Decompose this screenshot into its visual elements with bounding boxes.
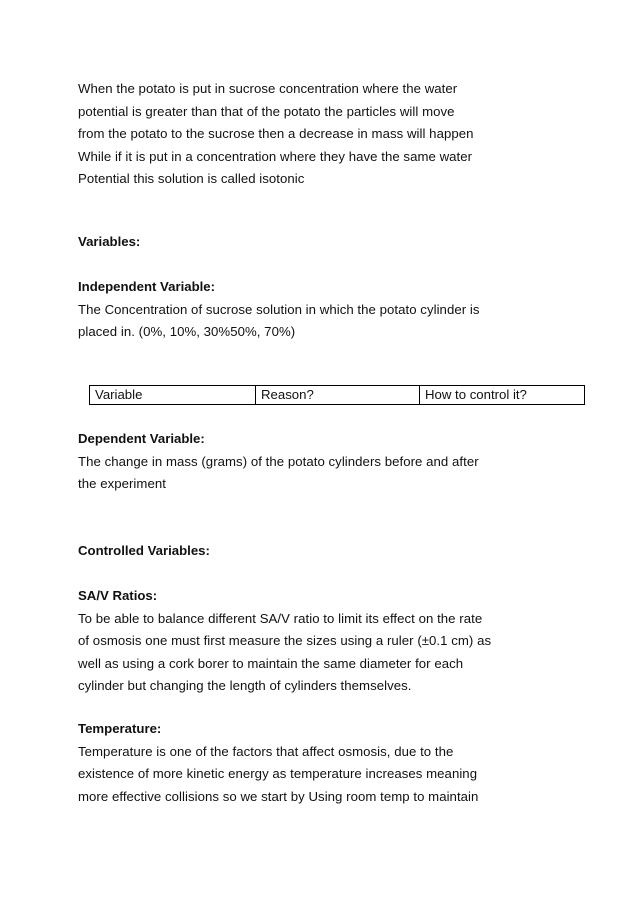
independent-variable-section — [78, 276, 480, 344]
intro-line: from the potato to the sucrose then a decrease in mass will happen — [78, 126, 474, 141]
intro-line: When the potato is put in sucrose concentration where the water — [78, 81, 458, 96]
independent-variable-heading: Independent Variable: — [78, 279, 216, 294]
temperature-line: more effective collisions so we start by Using room temp to maintain — [78, 788, 479, 804]
temperature-section — [78, 718, 478, 808]
intro-line: Potential this solution is called isotonic — [78, 171, 305, 186]
temperature-heading: Temperature: — [78, 721, 162, 736]
variables-table — [89, 385, 585, 405]
table-header-reason: Reason? — [256, 386, 420, 405]
independent-variable-line: The Concentration of sucrose solution in which the potato cylinder is — [78, 301, 480, 317]
dependent-variable-section — [78, 428, 479, 496]
independent-variable-line: placed in. (0%, 10%, 30%50%, 70%) — [78, 324, 296, 339]
sav-ratios-line: cylinder but changing the length of cylinders themselves. — [78, 678, 412, 693]
dependent-variable-line: the experiment — [78, 476, 166, 491]
dependent-variable-line: The change in mass (grams) of the potato cylinders before and after — [78, 453, 479, 469]
temperature-line: existence of more kinetic energy as temperature increases meaning — [78, 766, 478, 781]
sav-ratios-section — [78, 585, 491, 698]
controlled-variables-heading: Controlled Variables: — [78, 543, 210, 558]
intro-paragraph — [78, 78, 474, 191]
table-header-control: How to control it? — [420, 386, 585, 405]
sav-ratios-heading: SA/V Ratios: — [78, 588, 158, 603]
sav-ratios-line: of osmosis one must first measure the sizes using a ruler (±0.1 cm) as — [78, 633, 492, 648]
intro-line: potential is greater than that of the potato the particles will move — [78, 103, 455, 119]
sav-ratios-line: To be able to balance different SA/V ratio to limit its effect on the rate — [78, 610, 483, 626]
table-header-variable: Variable — [90, 386, 256, 405]
intro-line: While if it is put in a concentration where they have the same water — [78, 148, 473, 164]
temperature-line: Temperature is one of the factors that affect osmosis, due to the — [78, 743, 454, 759]
table-row — [90, 386, 585, 405]
sav-ratios-line: well as using a cork borer to maintain the same diameter for each — [78, 655, 464, 671]
dependent-variable-heading: Dependent Variable: — [78, 431, 205, 446]
variables-heading: Variables: — [78, 234, 141, 249]
